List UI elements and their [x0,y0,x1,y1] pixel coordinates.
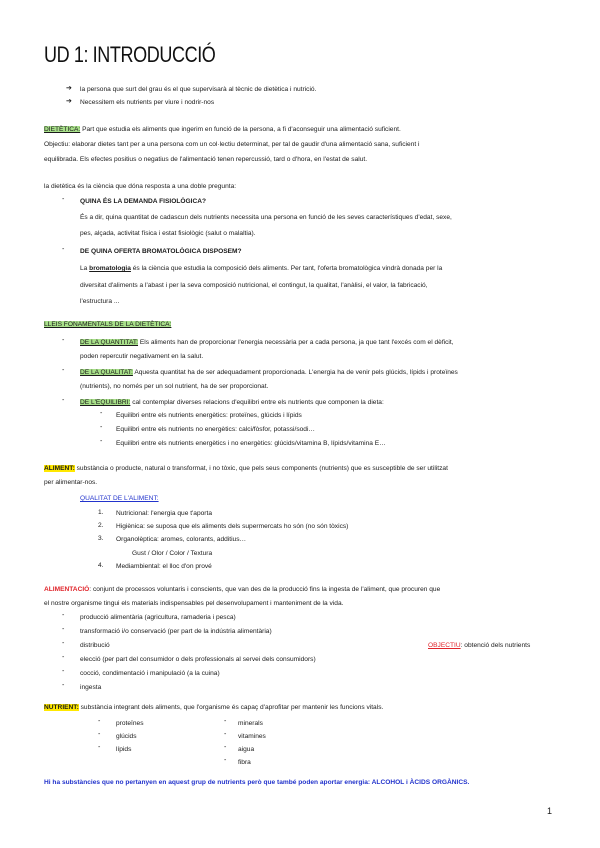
arrow-bullet-icon: ➔ [66,85,72,92]
q1-title: QUINA ÉS LA DEMANDA FISIOLÒGICA? [80,198,207,205]
alimentacio-item: transformació i/o conservació (per part de la indústria alimentària) [80,628,272,635]
dash-bullet-icon: - [224,731,227,738]
dash-bullet-icon: - [224,757,227,764]
qualitat-item: Higiènica: se suposa que els aliments dels supermercats ho són (no són tòxics) [116,523,349,530]
q1-text: És a dir, quina quantitat de cadascun dels nutrients necessita una persona en funció de les seves característiques d'edat, sexe, [80,214,452,221]
equilibri-sub-item: Equilibri entre els nutrients no energètics: calci/fòsfor, potassi/sodi… [116,426,316,433]
qualitat-item: Organolèptica: aromes, colorants, additius… [116,536,247,543]
list-number: 2. [98,522,104,529]
nutrient-text: substància integrant dels aliments, que l'organisme és capaç d'aprofitar per mantenir les funcions vitals. [78,704,384,711]
dietetica-def-text: Part que estudia els aliments que ingerim en funció de la persona, a fi d'aconseguir una alimentació suficient. [80,126,401,133]
bromatologia-term: bromatologia [89,265,131,272]
dash-bullet-icon: - [62,397,65,404]
dash-bullet-icon: - [62,612,65,619]
nutrient-term: NUTRIENT: [44,704,79,711]
aliment-definition [44,464,448,473]
nutrient-item: minerals [238,720,263,727]
llei-quantitat-cont: poden repercutir negativament en la salut. [80,353,204,360]
intro-bullet: la persona que surt del grau és el que supervisarà al tècnic de dietètica i nutrició. [80,86,317,93]
dash-bullet-icon: - [62,246,65,253]
list-number: 1. [98,509,104,516]
qualitat-term: DE LA QUALITAT: [80,369,133,376]
aliment-definition-cont: per alimentar-nos. [44,479,98,486]
equilibri-sub-item: Equilibri entre els nutrients energètics: proteïnes, glúcids i lípids [116,412,302,419]
q2-text [80,264,442,273]
q2-text: l'estructura ... [80,298,120,305]
llei-qualitat [80,368,458,377]
alimentacio-objectiu [428,641,530,650]
equilibri-text: cal contemplar diverses relacions d'equilibri entre els nutrients que componen la dieta: [130,399,384,406]
objectiu-label: OBJECTIU [428,642,461,649]
q2-text-a: La [80,265,90,272]
llei-equilibri [80,398,384,407]
page-number: 1 [546,806,552,816]
q2-text: diversitat d'aliments a l'abast i per la seva composició nutricional, el contingut, la qualitat, l'anàlisi, el valor, la fabricació, [80,282,428,289]
dietetica-objectiu-line: Objectiu: elaborar dietes tant per a una persona com un col·lectiu determinat, per tal de gaudir d'una alimentació sana, suficient i [44,141,420,148]
qualitat-item: Mediambiental: el lloc d'on prové [116,563,212,570]
q1-text: pes, alçada, activitat física i estat fisiològic (salut o malaltia). [80,230,256,237]
dash-bullet-icon: - [98,744,101,751]
alimentacio-term: ALIMENTACIÓ [44,586,90,593]
qualitat-aliment-heading: QUALITAT DE L'ALIMENT: [80,495,159,502]
page-title: UD 1: INTRODUCCIÓ [44,42,216,67]
alimentacio-item: distribució [80,642,110,649]
alimentacio-item: ingesta [80,684,102,691]
dash-bullet-icon: - [100,410,103,417]
nutrient-item: lípids [116,746,132,753]
dietetica-definition [44,125,401,134]
footer-note: Hi ha substàncies que no pertanyen en aquest grup de nutrients però que també poden aportar energia: ALCOHOL i ÀCIDS ORGÀNICS. [44,779,470,786]
dietetica-term: DIETÈTICA: [44,126,81,133]
aliment-text: substància o producte, natural o transformat, i no tòxic, que pels seus components (nutrients) que es susceptible de ser utilitzat [74,465,448,472]
nutrient-item: glúcids [116,733,137,740]
nutrient-item: fibra [238,759,251,766]
llei-quantitat [80,338,454,347]
list-number: 4. [98,562,104,569]
list-number: 3. [98,535,104,542]
dash-bullet-icon: - [62,682,65,689]
dash-bullet-icon: - [62,367,65,374]
nutrient-definition [44,703,383,712]
dash-bullet-icon: - [224,718,227,725]
lleis-heading [44,320,171,329]
qualitat-text: Aquesta quantitat ha de ser adequadament proporcionada. L'energia ha de venir pels glúcids, lípids i proteïnes [132,369,458,376]
equilibri-sub-item: Equilibri entre els nutrients energètics i no energètics: glúcids/vitamina B, lípids/vitamina E… [116,440,386,447]
dash-bullet-icon: - [62,640,65,647]
alimentacio-item: producció alimentària (agricultura, ramaderia i pesca) [80,614,236,621]
dash-bullet-icon: - [62,196,65,203]
dash-bullet-icon: - [100,438,103,445]
dietetica-question-intro: la dietètica és la ciència que dóna resposta a una doble pregunta: [44,183,237,190]
dash-bullet-icon: - [224,744,227,751]
qualitat-item: Nutricional: l'energia que t'aporta [116,510,212,517]
nutrient-item: vitamines [238,733,266,740]
intro-bullet: Necessitem els nutrients per viure i nodrir-nos [80,99,215,106]
dietetica-objectiu-line: equilibrada. Els efectes positius o negatius de l'alimentació tenen repercussió, tard o d'hora, en l'estat de salut. [44,156,368,163]
llei-qualitat-cont: (nutrients), no només per un sol nutrient, ha de ser proporcionat. [80,383,269,390]
objectiu-text: : obtenció dels nutrients [460,642,531,649]
dash-bullet-icon: - [98,718,101,725]
dash-bullet-icon: - [62,668,65,675]
q2-text-b: és la ciència que estudia la composició dels aliments. Per tant, l'oferta bromatològica vindrà donada per la [130,265,443,272]
dash-bullet-icon: - [62,626,65,633]
alimentacio-text: : conjunt de processos voluntaris i conscients, que van des de la producció fins la ingesta de l'aliment, que procuren que [89,586,441,593]
organoleptica-sub: Gust / Olor / Color / Textura [132,550,213,557]
alimentacio-item: cocció, condimentació i manipulació (a la cuina) [80,670,220,677]
alimentacio-definition-cont: el nostre organisme tingui els materials indispensables pel desenvolupament i manteniment de la vida. [44,600,344,607]
dash-bullet-icon: - [62,654,65,661]
quantitat-text: Els aliments han de proporcionar l'energia necessària per a cada persona, ja que tant l'excés com el dèficit, [138,339,454,346]
dash-bullet-icon: - [62,337,65,344]
q2-title: DE QUINA OFERTA BROMATOLÒGICA DISPOSEM? [80,248,242,255]
nutrient-item: aigua [238,746,255,753]
dash-bullet-icon: - [100,424,103,431]
dash-bullet-icon: - [98,731,101,738]
arrow-bullet-icon: ➔ [66,98,72,105]
aliment-term: ALIMENT: [44,465,75,472]
quantitat-term: DE LA QUANTITAT: [80,339,139,346]
nutrient-item: proteïnes [116,720,144,727]
alimentacio-definition [44,585,440,594]
lleis-heading-text: LLEIS FONAMENTALS DE LA DIETÈTICA: [44,321,172,328]
alimentacio-item: elecció (per part del consumidor o dels professionals al servei dels consumidors) [80,656,316,663]
equilibri-term: DE L'EQUILIBRI: [80,399,131,406]
